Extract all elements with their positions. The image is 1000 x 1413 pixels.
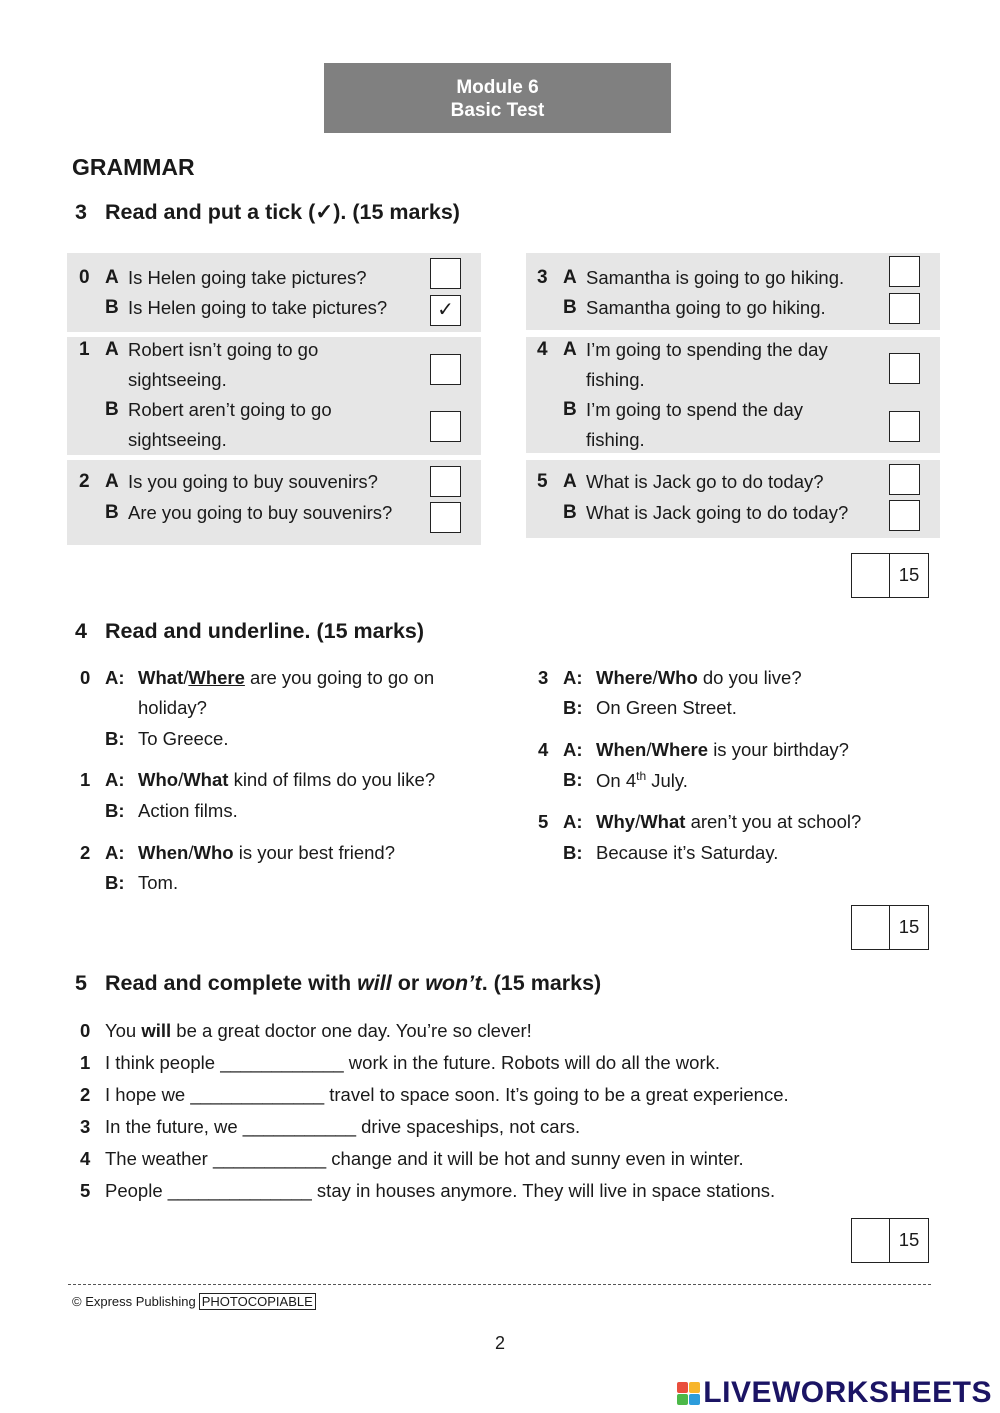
sentence-text[interactable]: I hope we _____________ travel to space soon. It’s going to be a great experience. (105, 1084, 789, 1105)
ex3-item-2 (67, 460, 481, 545)
item-number: 0 (80, 667, 91, 688)
tick-box-b[interactable] (889, 293, 920, 324)
ex5-number: 5 (75, 971, 87, 995)
speaker-b-label: B: (105, 728, 125, 749)
item-number: 4 (537, 339, 548, 360)
option-label: A (105, 471, 119, 492)
word-option-1[interactable]: When (596, 739, 647, 760)
word-option-2[interactable]: Where (188, 667, 245, 688)
score-input[interactable] (852, 1219, 890, 1262)
item-number: 0 (80, 1020, 91, 1041)
module-title: Module 6 (456, 77, 539, 98)
option-label: A (563, 267, 577, 288)
option-a-text: Is you going to buy souvenirs? (128, 471, 378, 492)
speaker-a-label: A: (563, 811, 583, 832)
item-number: 3 (80, 1116, 91, 1137)
answer-text: Action films. (138, 800, 238, 821)
ex4-title (72, 619, 424, 644)
option-label: B (563, 399, 577, 420)
logo-text: LIVEWORKSHEETS (703, 1376, 992, 1409)
item-number: 2 (79, 471, 90, 492)
ex4-item-3-question: Where/Who do you live? (596, 667, 802, 688)
ex3-item-0 (67, 253, 481, 332)
ex4-item-4 (538, 739, 548, 761)
option-label: B (563, 297, 577, 318)
score-input[interactable] (852, 554, 890, 597)
ex3-instruction: Read and put a tick (✓). (15 marks) (105, 200, 460, 224)
option-label: A (105, 267, 119, 288)
word-option-2[interactable]: What (183, 769, 229, 790)
word-option-1[interactable]: When (138, 842, 189, 863)
question-rest: kind of films do you like? (233, 769, 436, 790)
liveworksheets-logo[interactable] (677, 1376, 992, 1410)
option-b-text: What is Jack going to do today? (586, 502, 849, 523)
tick-box-b[interactable]: ✓ (430, 295, 461, 326)
speaker-a-label: A: (563, 739, 583, 760)
word-option-2[interactable]: What (640, 811, 686, 832)
item-number: 4 (538, 739, 549, 760)
sentence-text: You will be a great doctor one day. You’re so clever! (105, 1020, 532, 1041)
answer-text: Tom. (138, 872, 179, 893)
answer-text: Because it’s Saturday. (596, 842, 779, 863)
question-rest: is your best friend? (238, 842, 396, 863)
question-rest: do you live? (702, 667, 802, 688)
speaker-b-label: B: (563, 697, 583, 718)
sentence-text[interactable]: In the future, we ___________ drive spaceships, not cars. (105, 1116, 581, 1137)
ex5-score-box (851, 1218, 929, 1263)
word-option-1[interactable]: Where (596, 667, 653, 688)
speaker-b-label: B: (105, 872, 125, 893)
tick-box-b[interactable] (430, 411, 461, 442)
tick-box-b[interactable] (430, 502, 461, 533)
item-number: 1 (79, 339, 90, 360)
test-title: Basic Test (450, 100, 545, 121)
answer-text: To Greece. (138, 728, 229, 749)
speaker-a-label: A: (563, 667, 583, 688)
word-option-2[interactable]: Who (193, 842, 234, 863)
answer-text: On Green Street. (596, 697, 737, 718)
item-number: 5 (538, 811, 549, 832)
footer (72, 1294, 316, 1309)
answer-text: On 4th July. (596, 769, 688, 792)
option-b-text: Is Helen going to take pictures? (128, 297, 388, 318)
option-a-text: I’m going to spending the day (586, 339, 828, 360)
sentence-text[interactable]: People ______________ stay in houses anymore. They will live in space stations. (105, 1180, 776, 1201)
option-b-text: Are you going to buy souvenirs? (128, 502, 393, 523)
option-label: B (563, 502, 577, 523)
item-number: 4 (80, 1148, 91, 1169)
module-header (324, 63, 671, 133)
item-number: 5 (80, 1180, 91, 1201)
ex3-title (72, 200, 460, 225)
option-label: B (105, 399, 119, 420)
option-a-text: What is Jack go to do today? (586, 471, 824, 492)
option-a-text: Samantha is going to go hiking. (586, 267, 845, 288)
tick-box-b[interactable] (889, 500, 920, 531)
ex3-score-box (851, 553, 929, 598)
speaker-a-label: A: (105, 667, 125, 688)
speaker-b-label: B: (105, 800, 125, 821)
sentence-text[interactable]: I think people ____________ work in the future. Robots will do all the work. (105, 1052, 720, 1073)
tick-box-a[interactable] (430, 354, 461, 385)
ex4-item-5-question: Why/What aren’t you at school? (596, 811, 862, 832)
question-rest: are you going to go on (250, 667, 435, 688)
ex4-item-5 (538, 811, 548, 833)
speaker-a-label: A: (105, 842, 125, 863)
ex4-score-box (851, 905, 929, 950)
item-number: 3 (538, 667, 549, 688)
ex3-item-4 (526, 337, 940, 453)
option-label: A (105, 339, 119, 360)
option-b-text: Robert aren’t going to go (128, 399, 332, 420)
option-label: A (563, 339, 577, 360)
word-option-2[interactable]: Who (657, 667, 698, 688)
option-a-text: Robert isn’t going to go (128, 339, 319, 360)
tick-box-a[interactable] (889, 256, 920, 287)
footer-divider (68, 1284, 931, 1285)
page-number: 2 (494, 1333, 505, 1353)
item-number: 2 (80, 1084, 91, 1105)
sentence-text[interactable]: The weather ___________ change and it will be hot and sunny even in winter. (105, 1148, 744, 1169)
item-number: 1 (80, 769, 91, 790)
word-option-1[interactable]: Who (138, 769, 179, 790)
word-option-1[interactable]: Why (596, 811, 636, 832)
word-option-2[interactable]: Where (651, 739, 709, 760)
option-b-text-cont: fishing. (586, 429, 645, 450)
item-number: 1 (80, 1052, 91, 1073)
option-a-text-cont: sightseeing. (128, 369, 227, 390)
ex5-title: 5 Read and complete with will or won’t. (15 marks) (72, 971, 601, 996)
ex4-instruction: Read and underline. (15 marks) (105, 619, 425, 643)
ex3-item-3 (526, 253, 940, 330)
item-number: 3 (537, 267, 548, 288)
score-total: 15 (898, 564, 920, 585)
speaker-b-label: B: (563, 769, 583, 790)
question-rest-cont: holiday? (138, 697, 207, 718)
tick-box-a[interactable] (430, 466, 461, 497)
ex3-item-5 (526, 460, 940, 538)
question-rest: aren’t you at school? (690, 811, 862, 832)
score-total: 15 (898, 916, 920, 937)
ex4-number: 4 (75, 619, 87, 643)
ex4-item-0 (80, 667, 90, 689)
speaker-b-label: B: (563, 842, 583, 863)
score-input[interactable] (852, 906, 890, 949)
ex4-item-1 (80, 769, 90, 791)
tick-box-a[interactable] (889, 464, 920, 495)
ex4-item-3 (538, 667, 548, 689)
item-number: 5 (537, 471, 548, 492)
ex4-item-1-question: Who/What kind of films do you like? (138, 769, 436, 790)
tick-box-a[interactable] (430, 258, 461, 289)
section-title: GRAMMAR (72, 154, 195, 180)
tick-box-b[interactable] (889, 411, 920, 442)
score-total: 15 (898, 1229, 920, 1250)
option-b-text-cont: sightseeing. (128, 429, 227, 450)
option-b-text: Samantha going to go hiking. (586, 297, 826, 318)
option-a-text: Is Helen going take pictures? (128, 267, 367, 288)
ex3-number: 3 (75, 200, 87, 224)
speaker-a-label: A: (105, 769, 125, 790)
ex3-item-1 (67, 337, 481, 455)
item-number: 0 (79, 267, 90, 288)
photocopiable-label: PHOTOCOPIABLE (199, 1293, 316, 1310)
question-rest: is your birthday? (713, 739, 849, 760)
option-label: B (105, 297, 119, 318)
option-label: A (563, 471, 577, 492)
ex4-item-2-question: When/Who is your best friend? (138, 842, 396, 863)
option-a-text-cont: fishing. (586, 369, 645, 390)
ex4-item-4-question: When/Where is your birthday? (596, 739, 849, 760)
copyright-text: © Express Publishing (72, 1294, 196, 1309)
logo-icon (677, 1382, 700, 1405)
word-option-1[interactable]: What (138, 667, 184, 688)
item-number: 2 (80, 842, 91, 863)
ex4-item-0-question: What/Where are you going to go on (138, 667, 435, 688)
ex4-item-2 (80, 842, 90, 864)
option-b-text: I’m going to spend the day (586, 399, 804, 420)
option-label: B (105, 502, 119, 523)
tick-box-a[interactable] (889, 353, 920, 384)
